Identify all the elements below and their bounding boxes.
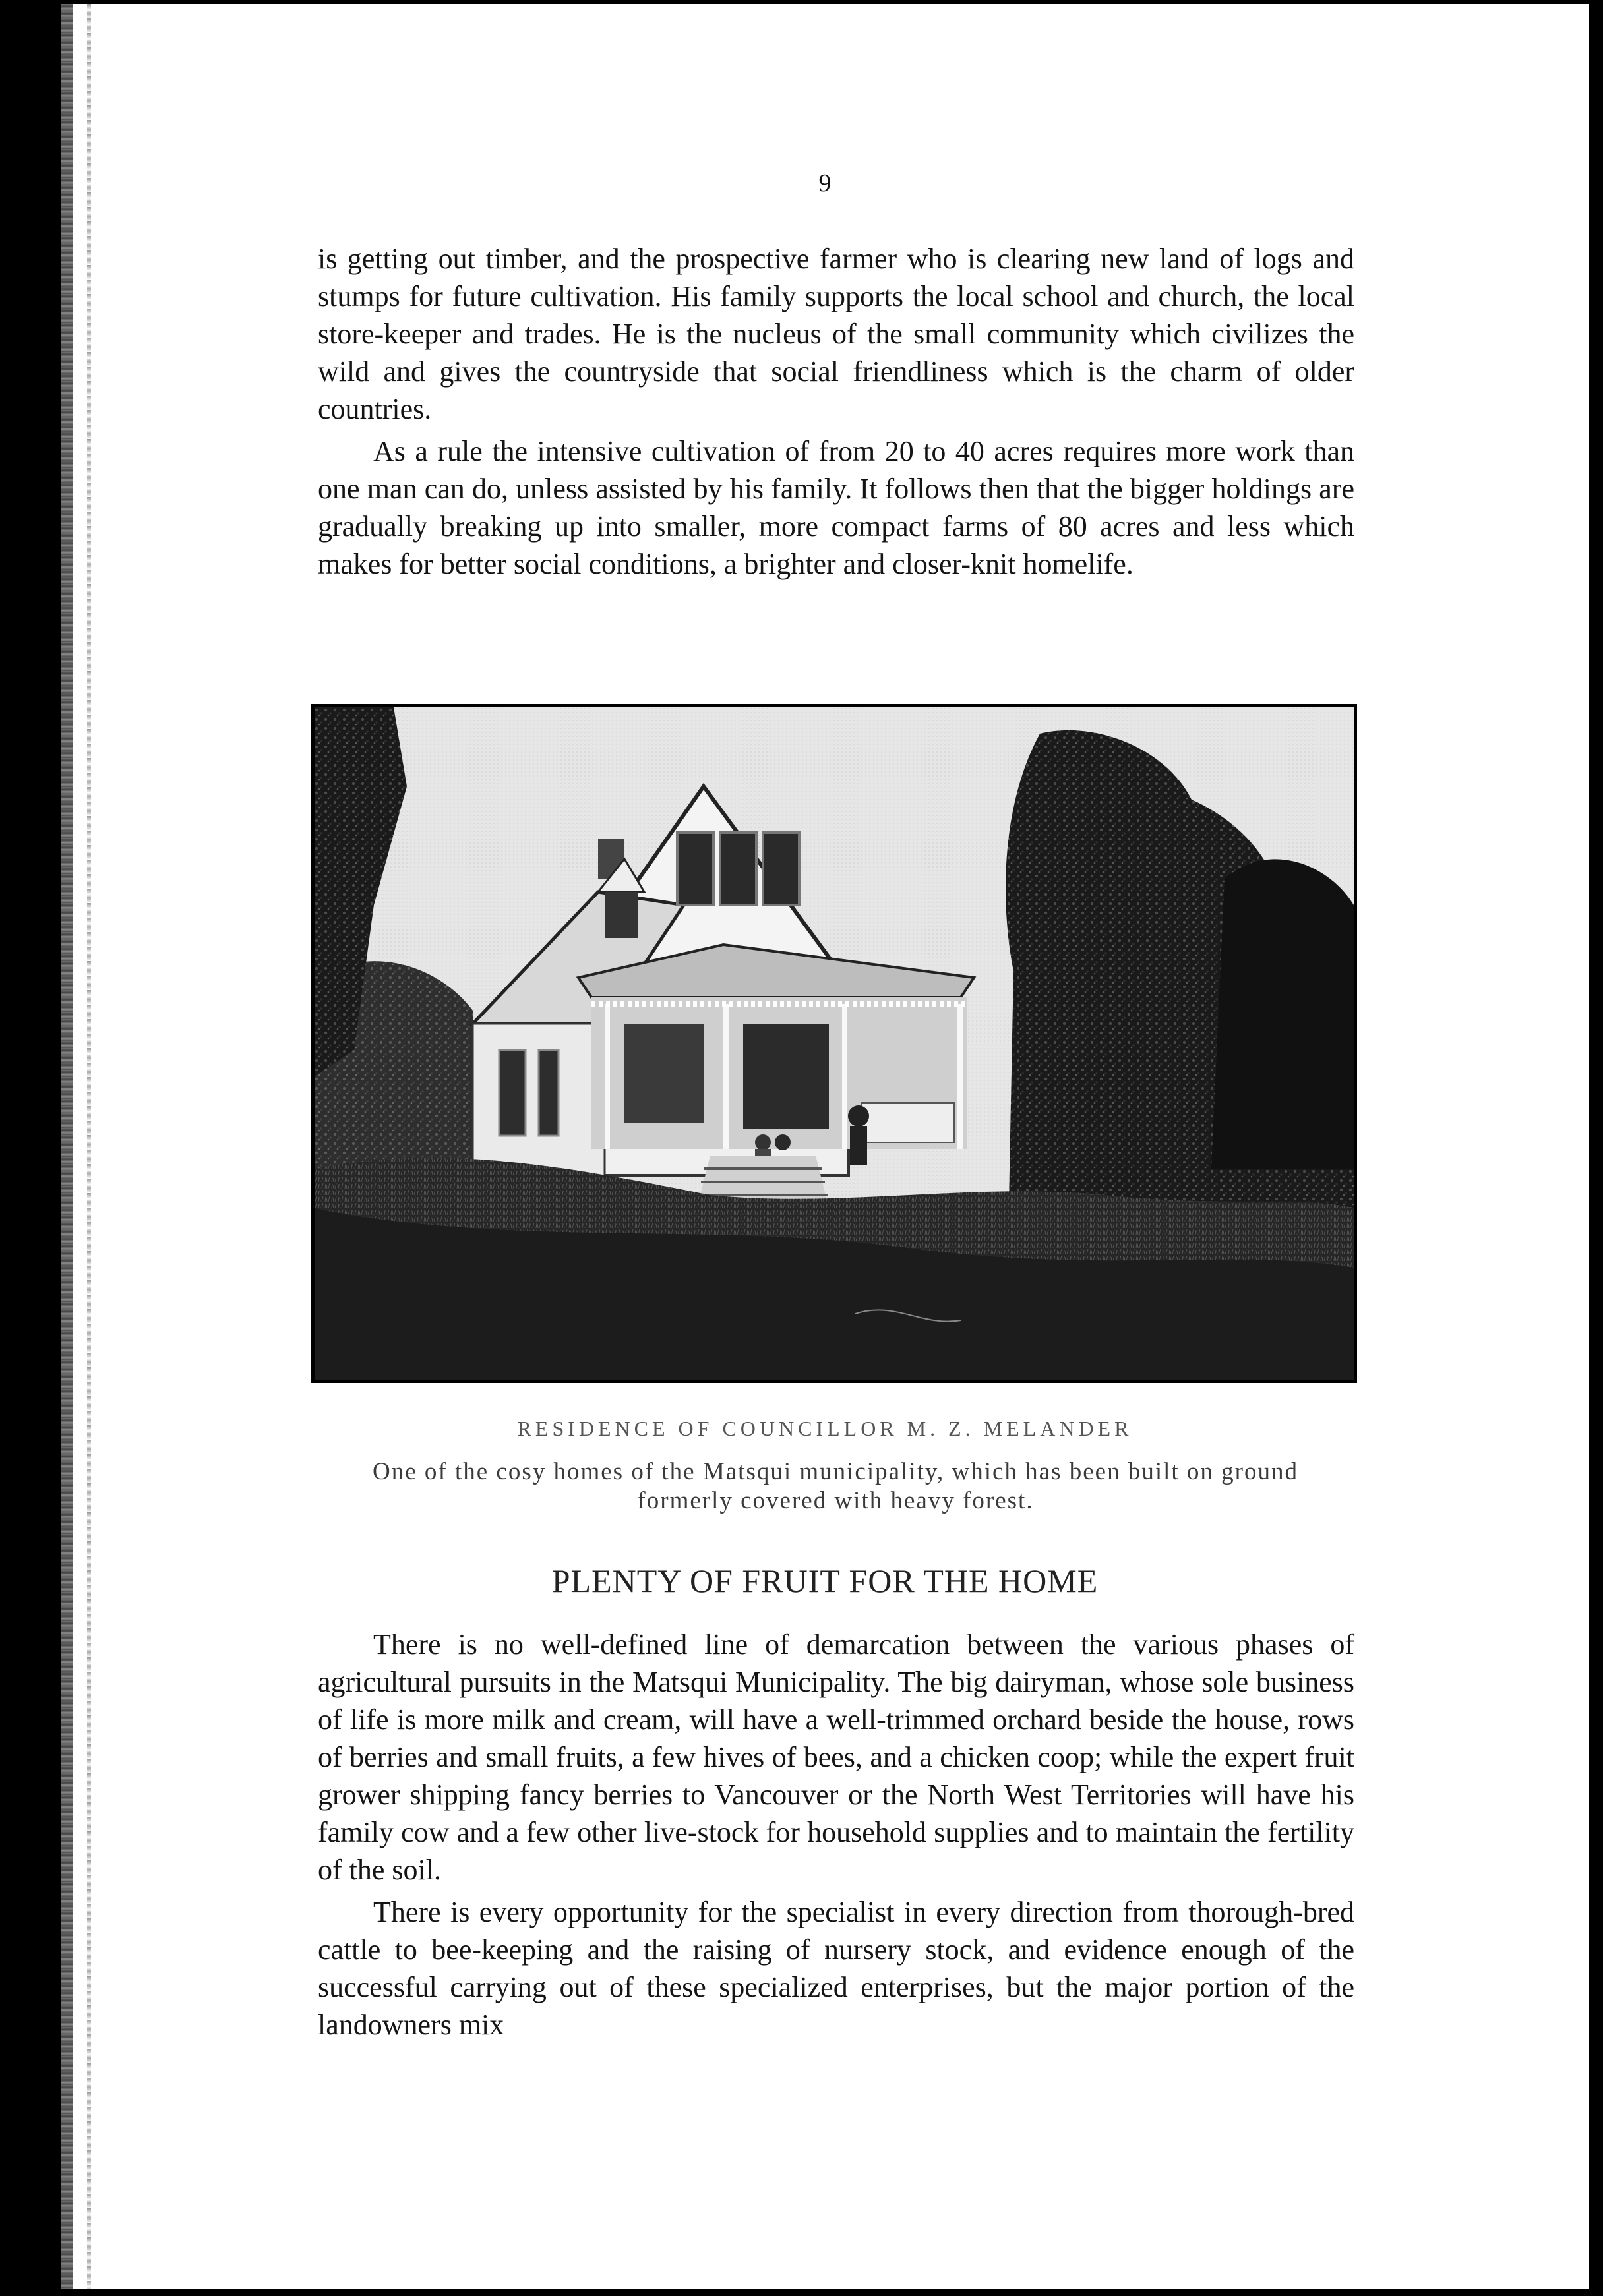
page-binding-edge <box>61 4 73 2289</box>
scan-background <box>7 0 1603 2296</box>
photo-caption-title: RESIDENCE OF COUNCILLOR M. Z. MELANDER <box>517 1417 1133 1440</box>
paragraph-demarcation: There is no well-defined line of demarcation between the various phases of agricultural pursuits in the Matsqui Municipality. The big dairyman, whose sole business of life is more milk and cream, will have a well-trimmed orchard beside the house, rows of berries and small fruits, a few hives of bees, and a chicken coop; while the expert fruit grower shipping fancy berries to Vancouver or the North West Territories will have his family cow and a few other live-stock for household supplies and to maintain the fertility of the soil. <box>318 1628 1354 1886</box>
section-heading: PLENTY OF FRUIT FOR THE HOME <box>551 1562 1099 1599</box>
book-page <box>61 4 1589 2289</box>
paragraph-specialist: There is every opportunity for the specialist in every direction from thorough-bred cattle to bee-keeping and the raising of nursery stock, and evidence enough of the successful carrying out of these specialized enterprises, but the major portion of the landowners mix <box>318 1896 1354 2041</box>
photo-caption-text: One of the cosy homes of the Matsqui municipality, which has been built on ground formerly covered with heavy forest. <box>372 1458 1298 1514</box>
page-gutter-shadow <box>87 4 91 2289</box>
residence-photograph <box>311 704 1357 1383</box>
top-text-block <box>318 240 1354 587</box>
house-photo-illustration <box>315 707 1354 1380</box>
bottom-text-block <box>318 1626 1354 2048</box>
paragraph-timber: is getting out timber, and the prospective farmer who is clearing new land of logs and stumps for future cultivation. His family supports the local school and church, the local store-keeper and trades. He is the nucleus of the small community which civilizes the wild and gives the countryside that social friendliness which is the charm of older countries. <box>318 243 1354 425</box>
page-number: 9 <box>818 169 832 197</box>
paragraph-intensive-cultivation: As a rule the intensive cultivation of from 20 to 40 acres requires more work than one man can do, unless assisted by his family. It follows then that the bigger holdings are gradually breaking up into smaller, more compact farms of 80 acres and less which makes for better social conditions, a brighter and closer-knit homelife. <box>318 435 1354 580</box>
